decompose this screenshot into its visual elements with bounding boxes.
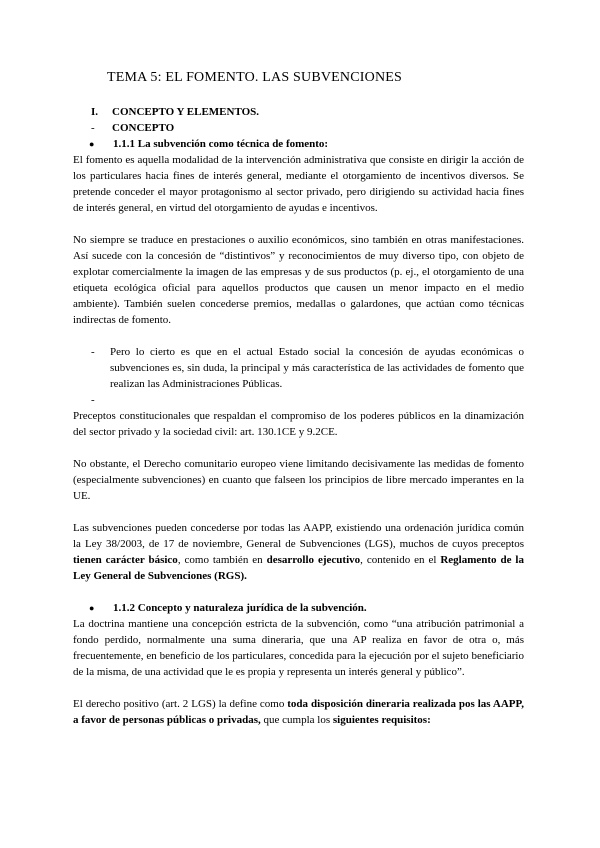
dash-list-item bbox=[73, 344, 524, 392]
paragraph-fomento: El fomento es aquella modalidad de la intervención administrativa que consiste en dirigir la acción de los particulares hacia fines de interés general, mediante el otorgamiento de incentivos diversos. Se pretende conceder el mayor protagonismo al sector privado, pero dirigiendo su actividad hacia fines de interés general, en virtud del otorgamiento de ayudas e incentivos. bbox=[73, 154, 524, 214]
bold-caracter-basico: tienen carácter básico bbox=[73, 554, 178, 566]
heading-1-1-2-text: 1.1.2 Concepto y naturaleza jurídica de la subvención. bbox=[113, 602, 367, 614]
dash-marker: - bbox=[91, 394, 95, 406]
heading-concepto bbox=[73, 120, 524, 136]
paragraph-doctrina: La doctrina mantiene una concepción estricta de la subvención, como “una atribución patrimonial a fondo perdido, normalmente una suma dineraria, que una AP realiza en favor de otra o, más frecuentemente, en beneficio de los particulares, concedida para la ejecución por el sujeto beneficiario de la misma, de una actividad que le es propia y representa un interés general y público”. bbox=[73, 618, 524, 678]
dash-list-item-empty bbox=[73, 392, 524, 408]
bold-definicion: toda disposición dineraria realizada pos las AAPP, a favor de personas públicas o privadas, bbox=[73, 698, 524, 726]
document-body bbox=[73, 104, 524, 728]
paragraph-preceptos: Preceptos constitucionales que respaldan el compromiso de los poderes públicos en la dinamización del sector privado y la sociedad civil: art. 130.1CE y 9.2CE. bbox=[73, 410, 524, 438]
heading-1-1-2 bbox=[73, 600, 524, 616]
heading-1-1-1 bbox=[73, 136, 524, 152]
heading-1-1-1-text: 1.1.1 La subvención como técnica de fomento: bbox=[113, 138, 329, 150]
document-title: TEMA 5: EL FOMENTO. LAS SUBVENCIONES bbox=[107, 70, 402, 85]
paragraph-derecho-comunitario: No obstante, el Derecho comunitario europeo viene limitando decisivamente las medidas de fomento (especialmente subvenciones) en cuanto que falseen los principios de libre mercado imperantes en la UE. bbox=[73, 458, 524, 502]
bullet-icon: ● bbox=[89, 139, 95, 149]
bold-reglamento: Reglamento de la Ley General de Subvenciones (RGS). bbox=[73, 554, 524, 582]
dash-marker: - bbox=[91, 346, 95, 358]
dash-marker: - bbox=[91, 122, 95, 134]
bold-requisitos: siguientes requisitos: bbox=[332, 714, 431, 726]
subsection-label: CONCEPTO bbox=[112, 122, 175, 134]
section-label: CONCEPTO Y ELEMENTOS. bbox=[112, 106, 260, 118]
section-number: I. bbox=[91, 106, 99, 118]
paragraph-lgs: Las subvenciones pueden concederse por todas las AAPP, existiendo una ordenación jurídica común la Ley 38/2003, de 17 de noviembre, General de Subvenciones (LGS), muchos de cuyos preceptos tienen carácter básico, como también en desarrollo ejecutivo, contenido en el Reglamento de la Ley General de Subvenciones (RGS). bbox=[73, 522, 524, 582]
paragraph-distintivos: No siempre se traduce en prestaciones o auxilio económicos, sino también en otras manifestaciones. Así sucede con la concesión de “distintivos” y reconocimientos de muy diverso tipo, con objeto de explotar comercialmente la imagen de las empresas y de sus productos (p. ej., el otorgamiento de una etiqueta ecológica oficial para aquellos productos que causen un menor impacto en el medio ambiente). También suelen concederse premios, medallas o galardones, que actúan como técnicas indirectas de fomento. bbox=[73, 234, 524, 326]
bullet-icon: ● bbox=[89, 603, 95, 613]
dash-list-text: Pero lo cierto es que en el actual Estado social la concesión de ayudas económicas o subvenciones es, sin duda, la principal y más característica de las actividades de fomento que realizan las Administraciones Públicas. bbox=[110, 346, 524, 390]
heading-section-1 bbox=[73, 104, 524, 120]
bold-desarrollo-ejecutivo: desarrollo ejecutivo bbox=[266, 554, 361, 566]
paragraph-derecho-positivo: El derecho positivo (art. 2 LGS) la define como toda disposición dineraria realizada pos las AAPP, a favor de personas públicas o privadas, que cumpla los siguientes requisitos: bbox=[73, 698, 524, 726]
